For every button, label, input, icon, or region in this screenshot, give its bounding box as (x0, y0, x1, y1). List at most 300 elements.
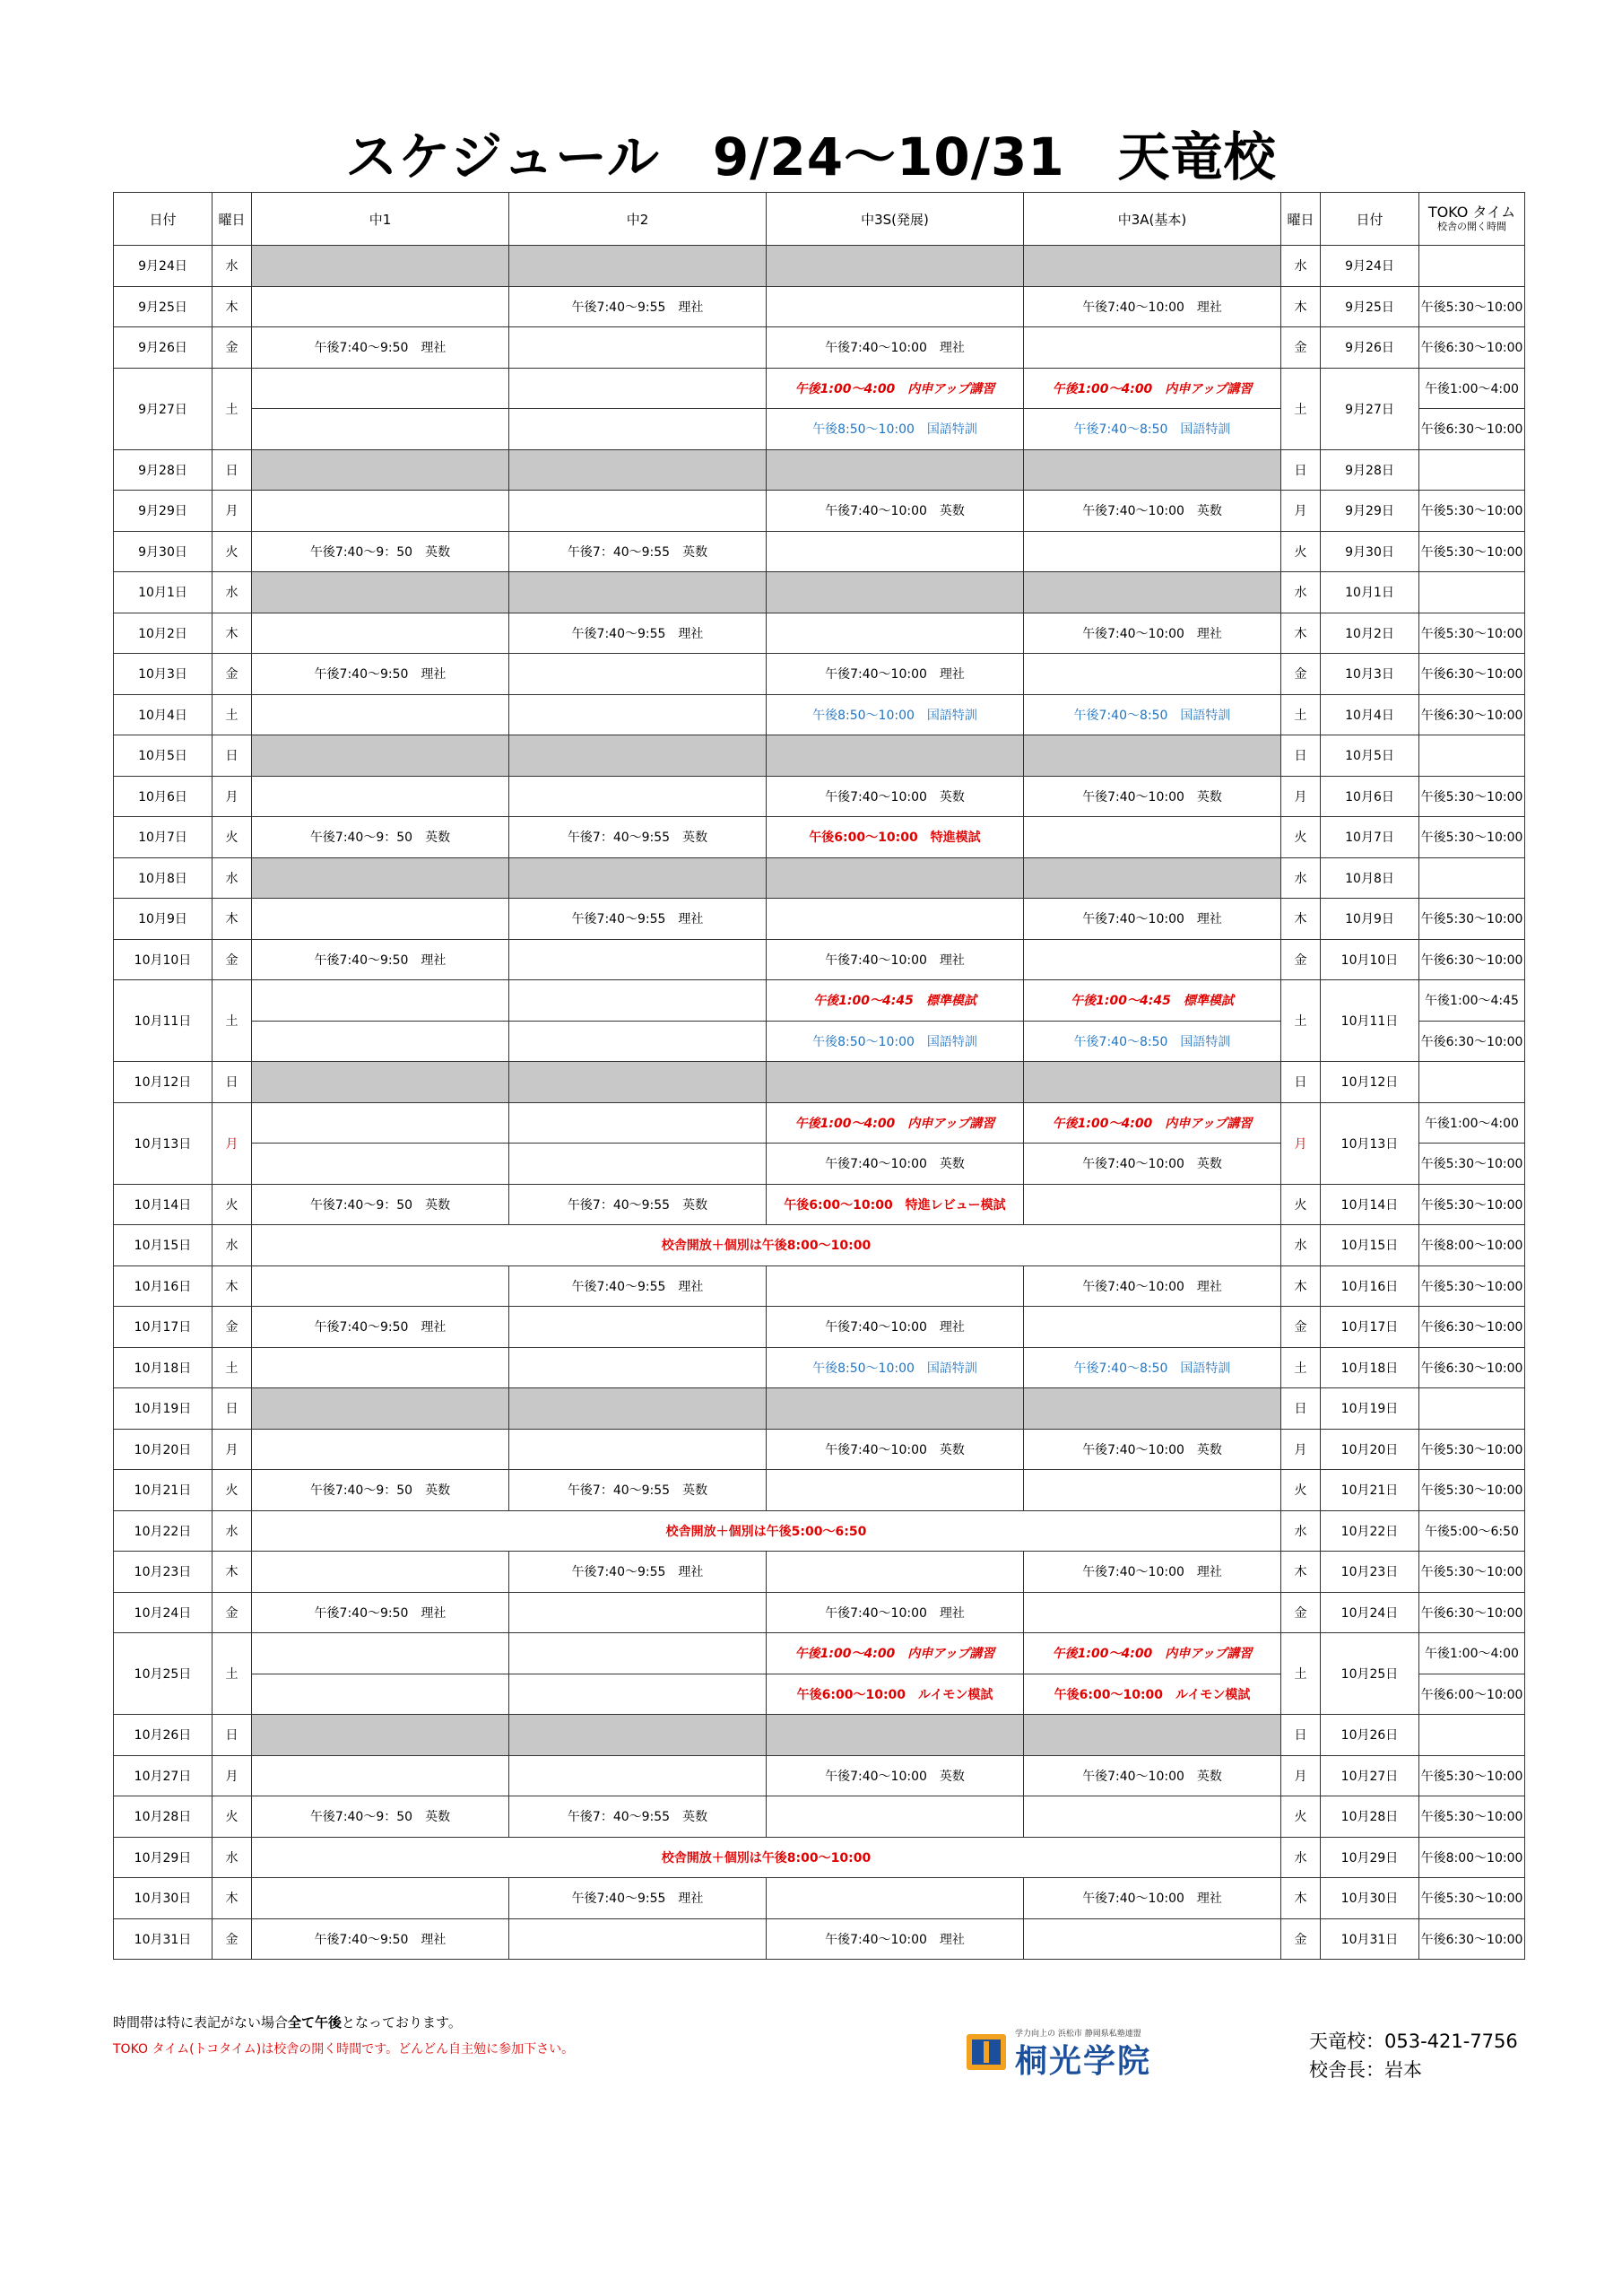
logo-name: 桐光学院 (1015, 2043, 1152, 2080)
weekday-right-cell: 水 (1281, 246, 1321, 287)
date-right-cell: 9月25日 (1321, 286, 1419, 327)
c2-cell: 午後7：40～9:55 英数 (509, 1184, 767, 1225)
table-row (114, 939, 1525, 980)
c3s-cell (767, 1796, 1024, 1838)
header-toko (1419, 193, 1525, 246)
c3s-cell (767, 1552, 1024, 1593)
toko-cell: 午後1:00～4:45 (1419, 980, 1525, 1022)
c2-cell (509, 939, 767, 980)
date-cell: 10月2日 (114, 613, 213, 654)
date-cell: 10月10日 (114, 939, 213, 980)
weekday-right-cell: 火 (1281, 1470, 1321, 1511)
c1-cell (252, 1144, 509, 1185)
weekday-cell: 日 (213, 735, 252, 777)
footer-note-bold: 全て午後 (288, 2014, 343, 2031)
c2-cell (509, 1102, 767, 1144)
c2-cell (509, 1144, 767, 1185)
contact-phone: 天竜校：053-421-7756 (1309, 2031, 1518, 2052)
weekday-right-cell: 水 (1281, 1510, 1321, 1552)
c3s-cell (767, 1470, 1024, 1511)
table-row (114, 1347, 1525, 1388)
weekday-right-cell: 火 (1281, 1184, 1321, 1225)
c3a-cell: 午後7:40～8:50 国語特訓 (1024, 1347, 1281, 1388)
c1-cell (252, 899, 509, 940)
toko-cell: 午後5:30～10:00 (1419, 776, 1525, 817)
table-row (114, 1429, 1525, 1470)
date-right-cell: 9月29日 (1321, 491, 1419, 532)
toko-cell: 午後5:30～10:00 (1419, 1796, 1525, 1838)
c1-cell: 午後7:40～9:50 理社 (252, 1918, 509, 1960)
c1-cell (252, 286, 509, 327)
weekday-cell: 水 (213, 1510, 252, 1552)
date-right-cell: 10月14日 (1321, 1184, 1419, 1225)
table-row (114, 980, 1525, 1022)
c1-cell (252, 1633, 509, 1674)
c3a-cell: 午後7:40～10:00 理社 (1024, 1552, 1281, 1593)
c3s-cell: 午後6:00～10:00 ルイモン模試 (767, 1674, 1024, 1715)
table-row (114, 1592, 1525, 1633)
c1-cell (252, 1755, 509, 1796)
date-right-cell: 9月28日 (1321, 449, 1419, 491)
date-right-cell: 10月7日 (1321, 817, 1419, 858)
date-right-cell: 10月26日 (1321, 1715, 1419, 1756)
c2-cell (509, 735, 767, 777)
weekday-right-cell: 日 (1281, 1715, 1321, 1756)
date-right-cell: 10月1日 (1321, 572, 1419, 613)
c3s-cell (767, 1265, 1024, 1307)
toko-cell: 午後5:30～10:00 (1419, 1878, 1525, 1919)
weekday-cell: 日 (213, 1388, 252, 1430)
c2-cell (509, 1918, 767, 1960)
c3s-cell: 午後7:40～10:00 理社 (767, 327, 1024, 369)
weekday-right-cell: 水 (1281, 1837, 1321, 1878)
weekday-right-cell: 木 (1281, 613, 1321, 654)
table-row (114, 531, 1525, 572)
table-row (114, 613, 1525, 654)
weekday-right-cell: 月 (1281, 776, 1321, 817)
date-cell: 9月24日 (114, 246, 213, 287)
date-right-cell: 10月2日 (1321, 613, 1419, 654)
date-right-cell: 10月4日 (1321, 694, 1419, 735)
c1-cell (252, 1429, 509, 1470)
weekday-right-cell: 金 (1281, 654, 1321, 695)
footer-note-pre: 時間帯は特に表記がない場合 (113, 2014, 289, 2031)
c1-cell (252, 1062, 509, 1103)
date-cell: 10月7日 (114, 817, 213, 858)
open-school-banner: 校舎開放＋個別は午後5:00～6:50 (252, 1510, 1281, 1552)
c3a-cell (1024, 817, 1281, 858)
c3a-cell (1024, 1796, 1281, 1838)
c1-cell (252, 449, 509, 491)
header-weekday: 曜日 (213, 193, 252, 246)
table-row (114, 1878, 1525, 1919)
c2-cell: 午後7：40～9:55 英数 (509, 1470, 767, 1511)
toko-cell: 午後5:30～10:00 (1419, 1552, 1525, 1593)
weekday-right-cell: 火 (1281, 1796, 1321, 1838)
weekday-right-cell: 火 (1281, 531, 1321, 572)
weekday-cell: 木 (213, 613, 252, 654)
toko-cell: 午後5:30～10:00 (1419, 1184, 1525, 1225)
c1-cell (252, 694, 509, 735)
c3s-cell: 午後7:40～10:00 英数 (767, 1755, 1024, 1796)
logo-tagline: 学力向上の 浜松市 静岡県私塾連盟 (1015, 2030, 1141, 2039)
weekday-right-cell: 日 (1281, 1388, 1321, 1430)
c3s-cell (767, 899, 1024, 940)
date-cell: 10月4日 (114, 694, 213, 735)
c1-cell (252, 368, 509, 409)
weekday-cell: 水 (213, 1225, 252, 1266)
table-row (114, 1225, 1525, 1266)
toko-cell: 午後8:00～10:00 (1419, 1837, 1525, 1878)
table-row (114, 1715, 1525, 1756)
weekday-cell: 土 (213, 1347, 252, 1388)
table-row (114, 286, 1525, 327)
contact-head: 校舎長：岩本 (1309, 2059, 1422, 2081)
c3a-cell: 午後7:40～10:00 英数 (1024, 1144, 1281, 1185)
c2-cell: 午後7：40～9:55 英数 (509, 817, 767, 858)
date-cell: 9月28日 (114, 449, 213, 491)
c1-cell (252, 409, 509, 450)
footer-toko-note: TOKO タイム(トコタイム)は校舎の開く時間です。どんどん自主勉に参加下さい。 (113, 2042, 575, 2057)
header-c3a: 中3A(基本) (1024, 193, 1281, 246)
c2-cell (509, 1633, 767, 1674)
c3s-cell: 午後6:00～10:00 特進模試 (767, 817, 1024, 858)
c3s-cell (767, 531, 1024, 572)
c3a-cell: 午後7:40～10:00 英数 (1024, 776, 1281, 817)
weekday-right-cell: 土 (1281, 694, 1321, 735)
weekday-right-cell: 日 (1281, 449, 1321, 491)
c3s-cell: 午後1:00～4:45 標準模試 (767, 980, 1024, 1022)
weekday-cell: 金 (213, 939, 252, 980)
c1-cell: 午後7:40～9:50 理社 (252, 1307, 509, 1348)
table-row (114, 694, 1525, 735)
c3s-cell: 午後6:00～10:00 特進レビュー模試 (767, 1184, 1024, 1225)
c1-cell (252, 776, 509, 817)
toko-cell: 午後8:00～10:00 (1419, 1225, 1525, 1266)
toko-cell (1419, 1388, 1525, 1430)
date-cell: 10月25日 (114, 1633, 213, 1715)
date-cell: 10月17日 (114, 1307, 213, 1348)
weekday-right-cell: 火 (1281, 817, 1321, 858)
weekday-cell: 月 (213, 1755, 252, 1796)
c3s-cell (767, 735, 1024, 777)
weekday-right-cell: 金 (1281, 1918, 1321, 1960)
weekday-cell: 日 (213, 1715, 252, 1756)
weekday-right-cell: 木 (1281, 899, 1321, 940)
weekday-cell: 木 (213, 1552, 252, 1593)
date-cell: 10月22日 (114, 1510, 213, 1552)
c1-cell (252, 1878, 509, 1919)
schedule-table (113, 192, 1525, 1960)
date-cell: 10月31日 (114, 1918, 213, 1960)
table-row (114, 1837, 1525, 1878)
date-right-cell: 10月15日 (1321, 1225, 1419, 1266)
date-cell: 10月12日 (114, 1062, 213, 1103)
table-row (114, 899, 1525, 940)
c3s-cell (767, 246, 1024, 287)
c3a-cell (1024, 572, 1281, 613)
weekday-right-cell: 金 (1281, 327, 1321, 369)
c3a-cell: 午後7:40～10:00 理社 (1024, 899, 1281, 940)
c1-cell: 午後7:40～9：50 英数 (252, 531, 509, 572)
c2-cell (509, 409, 767, 450)
weekday-right-cell: 土 (1281, 980, 1321, 1062)
toko-cell: 午後5:30～10:00 (1419, 899, 1525, 940)
c3a-cell (1024, 449, 1281, 491)
date-right-cell: 10月22日 (1321, 1510, 1419, 1552)
toko-cell: 午後5:30～10:00 (1419, 286, 1525, 327)
c1-cell: 午後7:40～9：50 英数 (252, 1184, 509, 1225)
weekday-right-cell: 木 (1281, 1878, 1321, 1919)
date-right-cell: 10月20日 (1321, 1429, 1419, 1470)
c3a-cell: 午後7:40～10:00 英数 (1024, 1429, 1281, 1470)
c3s-cell: 午後8:50～10:00 国語特訓 (767, 409, 1024, 450)
date-cell: 10月1日 (114, 572, 213, 613)
toko-cell: 午後5:00～6:50 (1419, 1510, 1525, 1552)
c3s-cell: 午後1:00～4:00 内申アップ講習 (767, 1102, 1024, 1144)
table-row (114, 1796, 1525, 1838)
c1-cell: 午後7:40～9：50 英数 (252, 1470, 509, 1511)
table-row (114, 1388, 1525, 1430)
c3s-cell (767, 1878, 1024, 1919)
c1-cell (252, 1715, 509, 1756)
date-right-cell: 10月31日 (1321, 1918, 1419, 1960)
weekday-right-cell: 木 (1281, 1552, 1321, 1593)
book-logo-icon (967, 2034, 1006, 2070)
c1-cell (252, 980, 509, 1022)
toko-cell: 午後6:30～10:00 (1419, 694, 1525, 735)
weekday-right-cell: 金 (1281, 939, 1321, 980)
c3a-cell: 午後7:40～10:00 理社 (1024, 613, 1281, 654)
table-row (114, 1470, 1525, 1511)
date-cell: 10月28日 (114, 1796, 213, 1838)
date-right-cell: 9月26日 (1321, 327, 1419, 369)
c3s-cell (767, 613, 1024, 654)
weekday-cell: 金 (213, 654, 252, 695)
weekday-cell: 金 (213, 1592, 252, 1633)
weekday-right-cell: 木 (1281, 1265, 1321, 1307)
table-row (114, 1184, 1525, 1225)
weekday-right-cell: 木 (1281, 286, 1321, 327)
contact-block (1309, 2027, 1518, 2084)
date-cell: 10月21日 (114, 1470, 213, 1511)
date-cell: 10月8日 (114, 857, 213, 899)
c2-cell: 午後7:40～9:55 理社 (509, 1878, 767, 1919)
c2-cell (509, 246, 767, 287)
weekday-right-cell: 月 (1281, 1429, 1321, 1470)
c2-cell (509, 1062, 767, 1103)
c2-cell (509, 1021, 767, 1062)
weekday-cell: 木 (213, 1878, 252, 1919)
c3s-cell: 午後7:40～10:00 英数 (767, 491, 1024, 532)
c3s-cell: 午後8:50～10:00 国語特訓 (767, 1021, 1024, 1062)
date-right-cell: 10月27日 (1321, 1755, 1419, 1796)
c3a-cell: 午後1:00～4:00 内申アップ講習 (1024, 368, 1281, 409)
date-cell: 10月19日 (114, 1388, 213, 1430)
c2-cell (509, 1755, 767, 1796)
c2-cell (509, 857, 767, 899)
toko-cell (1419, 1062, 1525, 1103)
date-cell: 9月29日 (114, 491, 213, 532)
weekday-cell: 火 (213, 531, 252, 572)
header-c3s: 中3S(発展) (767, 193, 1024, 246)
date-cell: 10月24日 (114, 1592, 213, 1633)
weekday-cell: 月 (213, 776, 252, 817)
weekday-cell: 金 (213, 1918, 252, 1960)
date-right-cell: 9月27日 (1321, 368, 1419, 449)
c2-cell: 午後7:40～9:55 理社 (509, 1265, 767, 1307)
date-cell: 10月14日 (114, 1184, 213, 1225)
c1-cell (252, 613, 509, 654)
toko-cell: 午後6:30～10:00 (1419, 1347, 1525, 1388)
toko-cell: 午後6:30～10:00 (1419, 939, 1525, 980)
header-c1: 中1 (252, 193, 509, 246)
table-row (114, 654, 1525, 695)
date-right-cell: 10月16日 (1321, 1265, 1419, 1307)
open-school-banner: 校舎開放＋個別は午後8:00～10:00 (252, 1225, 1281, 1266)
weekday-cell: 土 (213, 980, 252, 1062)
toko-cell: 午後1:00～4:00 (1419, 1102, 1525, 1144)
toko-cell (1419, 735, 1525, 777)
c3a-cell (1024, 1062, 1281, 1103)
c3a-cell: 午後7:40～10:00 理社 (1024, 1265, 1281, 1307)
c1-cell (252, 857, 509, 899)
c1-cell (252, 735, 509, 777)
table-row (114, 1062, 1525, 1103)
table-row (114, 1102, 1525, 1144)
date-right-cell: 10月30日 (1321, 1878, 1419, 1919)
toko-cell: 午後6:00～10:00 (1419, 1674, 1525, 1715)
c3a-cell (1024, 1388, 1281, 1430)
date-right-cell: 10月9日 (1321, 899, 1419, 940)
date-cell: 10月27日 (114, 1755, 213, 1796)
header-toko-title: TOKO タイム (1427, 204, 1516, 221)
c3a-cell: 午後7:40～8:50 国語特訓 (1024, 1021, 1281, 1062)
c2-cell (509, 572, 767, 613)
date-cell: 10月3日 (114, 654, 213, 695)
toko-cell: 午後6:30～10:00 (1419, 409, 1525, 450)
date-cell: 10月20日 (114, 1429, 213, 1470)
date-cell: 10月5日 (114, 735, 213, 777)
c2-cell: 午後7:40～9:55 理社 (509, 286, 767, 327)
c2-cell (509, 1715, 767, 1756)
weekday-cell: 火 (213, 817, 252, 858)
c3s-cell: 午後8:50～10:00 国語特訓 (767, 694, 1024, 735)
weekday-cell: 月 (213, 1102, 252, 1184)
c3a-cell: 午後7:40～8:50 国語特訓 (1024, 409, 1281, 450)
date-right-cell: 10月10日 (1321, 939, 1419, 980)
toko-cell: 午後6:30～10:00 (1419, 327, 1525, 369)
table-row (114, 1755, 1525, 1796)
toko-cell: 午後6:30～10:00 (1419, 1918, 1525, 1960)
weekday-cell: 木 (213, 286, 252, 327)
weekday-cell: 火 (213, 1184, 252, 1225)
toko-cell: 午後5:30～10:00 (1419, 613, 1525, 654)
c3a-cell (1024, 857, 1281, 899)
weekday-cell: 水 (213, 857, 252, 899)
c2-cell (509, 327, 767, 369)
table-row (114, 1265, 1525, 1307)
c2-cell (509, 980, 767, 1022)
c3a-cell: 午後7:40～10:00 理社 (1024, 286, 1281, 327)
table-row (114, 368, 1525, 409)
c1-cell: 午後7:40～9:50 理社 (252, 654, 509, 695)
table-row (114, 776, 1525, 817)
c3s-cell (767, 449, 1024, 491)
c1-cell (252, 572, 509, 613)
c1-cell: 午後7:40～9：50 英数 (252, 817, 509, 858)
date-right-cell: 10月29日 (1321, 1837, 1419, 1878)
c2-cell (509, 491, 767, 532)
c3a-cell (1024, 531, 1281, 572)
weekday-right-cell: 月 (1281, 491, 1321, 532)
c3s-cell: 午後7:40～10:00 理社 (767, 1307, 1024, 1348)
c2-cell (509, 776, 767, 817)
weekday-right-cell: 金 (1281, 1592, 1321, 1633)
c3s-cell: 午後8:50～10:00 国語特訓 (767, 1347, 1024, 1388)
c2-cell: 午後7：40～9:55 英数 (509, 1796, 767, 1838)
c3a-cell (1024, 654, 1281, 695)
weekday-right-cell: 土 (1281, 368, 1321, 449)
date-cell: 10月29日 (114, 1837, 213, 1878)
weekday-right-cell: 日 (1281, 735, 1321, 777)
c1-cell (252, 1552, 509, 1593)
c2-cell: 午後7:40～9:55 理社 (509, 613, 767, 654)
date-cell: 10月6日 (114, 776, 213, 817)
c3s-cell: 午後7:40～10:00 理社 (767, 939, 1024, 980)
weekday-right-cell: 水 (1281, 572, 1321, 613)
weekday-right-cell: 土 (1281, 1347, 1321, 1388)
table-row (114, 1633, 1525, 1674)
table-row (114, 857, 1525, 899)
header-date: 日付 (114, 193, 213, 246)
c2-cell: 午後7:40～9:55 理社 (509, 899, 767, 940)
table-row (114, 1918, 1525, 1960)
header-weekday-right: 曜日 (1281, 193, 1321, 246)
c3a-cell (1024, 1715, 1281, 1756)
c3a-cell (1024, 1184, 1281, 1225)
table-row (114, 817, 1525, 858)
toko-cell: 午後6:30～10:00 (1419, 654, 1525, 695)
c3a-cell (1024, 939, 1281, 980)
c3a-cell: 午後7:40～8:50 国語特訓 (1024, 694, 1281, 735)
header-c2: 中2 (509, 193, 767, 246)
c2-cell: 午後7：40～9:55 英数 (509, 531, 767, 572)
c3s-cell (767, 286, 1024, 327)
toko-cell: 午後6:30～10:00 (1419, 1021, 1525, 1062)
c3s-cell: 午後1:00～4:00 内申アップ講習 (767, 1633, 1024, 1674)
toko-cell: 午後5:30～10:00 (1419, 1429, 1525, 1470)
c2-cell (509, 1347, 767, 1388)
date-cell: 10月30日 (114, 1878, 213, 1919)
weekday-right-cell: 金 (1281, 1307, 1321, 1348)
c3a-cell (1024, 1592, 1281, 1633)
table-row (114, 449, 1525, 491)
date-cell: 10月16日 (114, 1265, 213, 1307)
weekday-cell: 金 (213, 327, 252, 369)
toko-cell (1419, 572, 1525, 613)
table-row (114, 572, 1525, 613)
toko-cell: 午後5:30～10:00 (1419, 1470, 1525, 1511)
c2-cell (509, 1429, 767, 1470)
c1-cell (252, 1388, 509, 1430)
c3a-cell: 午後7:40～10:00 理社 (1024, 1878, 1281, 1919)
toko-cell: 午後1:00～4:00 (1419, 1633, 1525, 1674)
date-right-cell: 10月8日 (1321, 857, 1419, 899)
c3s-cell (767, 572, 1024, 613)
c1-cell (252, 1102, 509, 1144)
c2-cell (509, 449, 767, 491)
